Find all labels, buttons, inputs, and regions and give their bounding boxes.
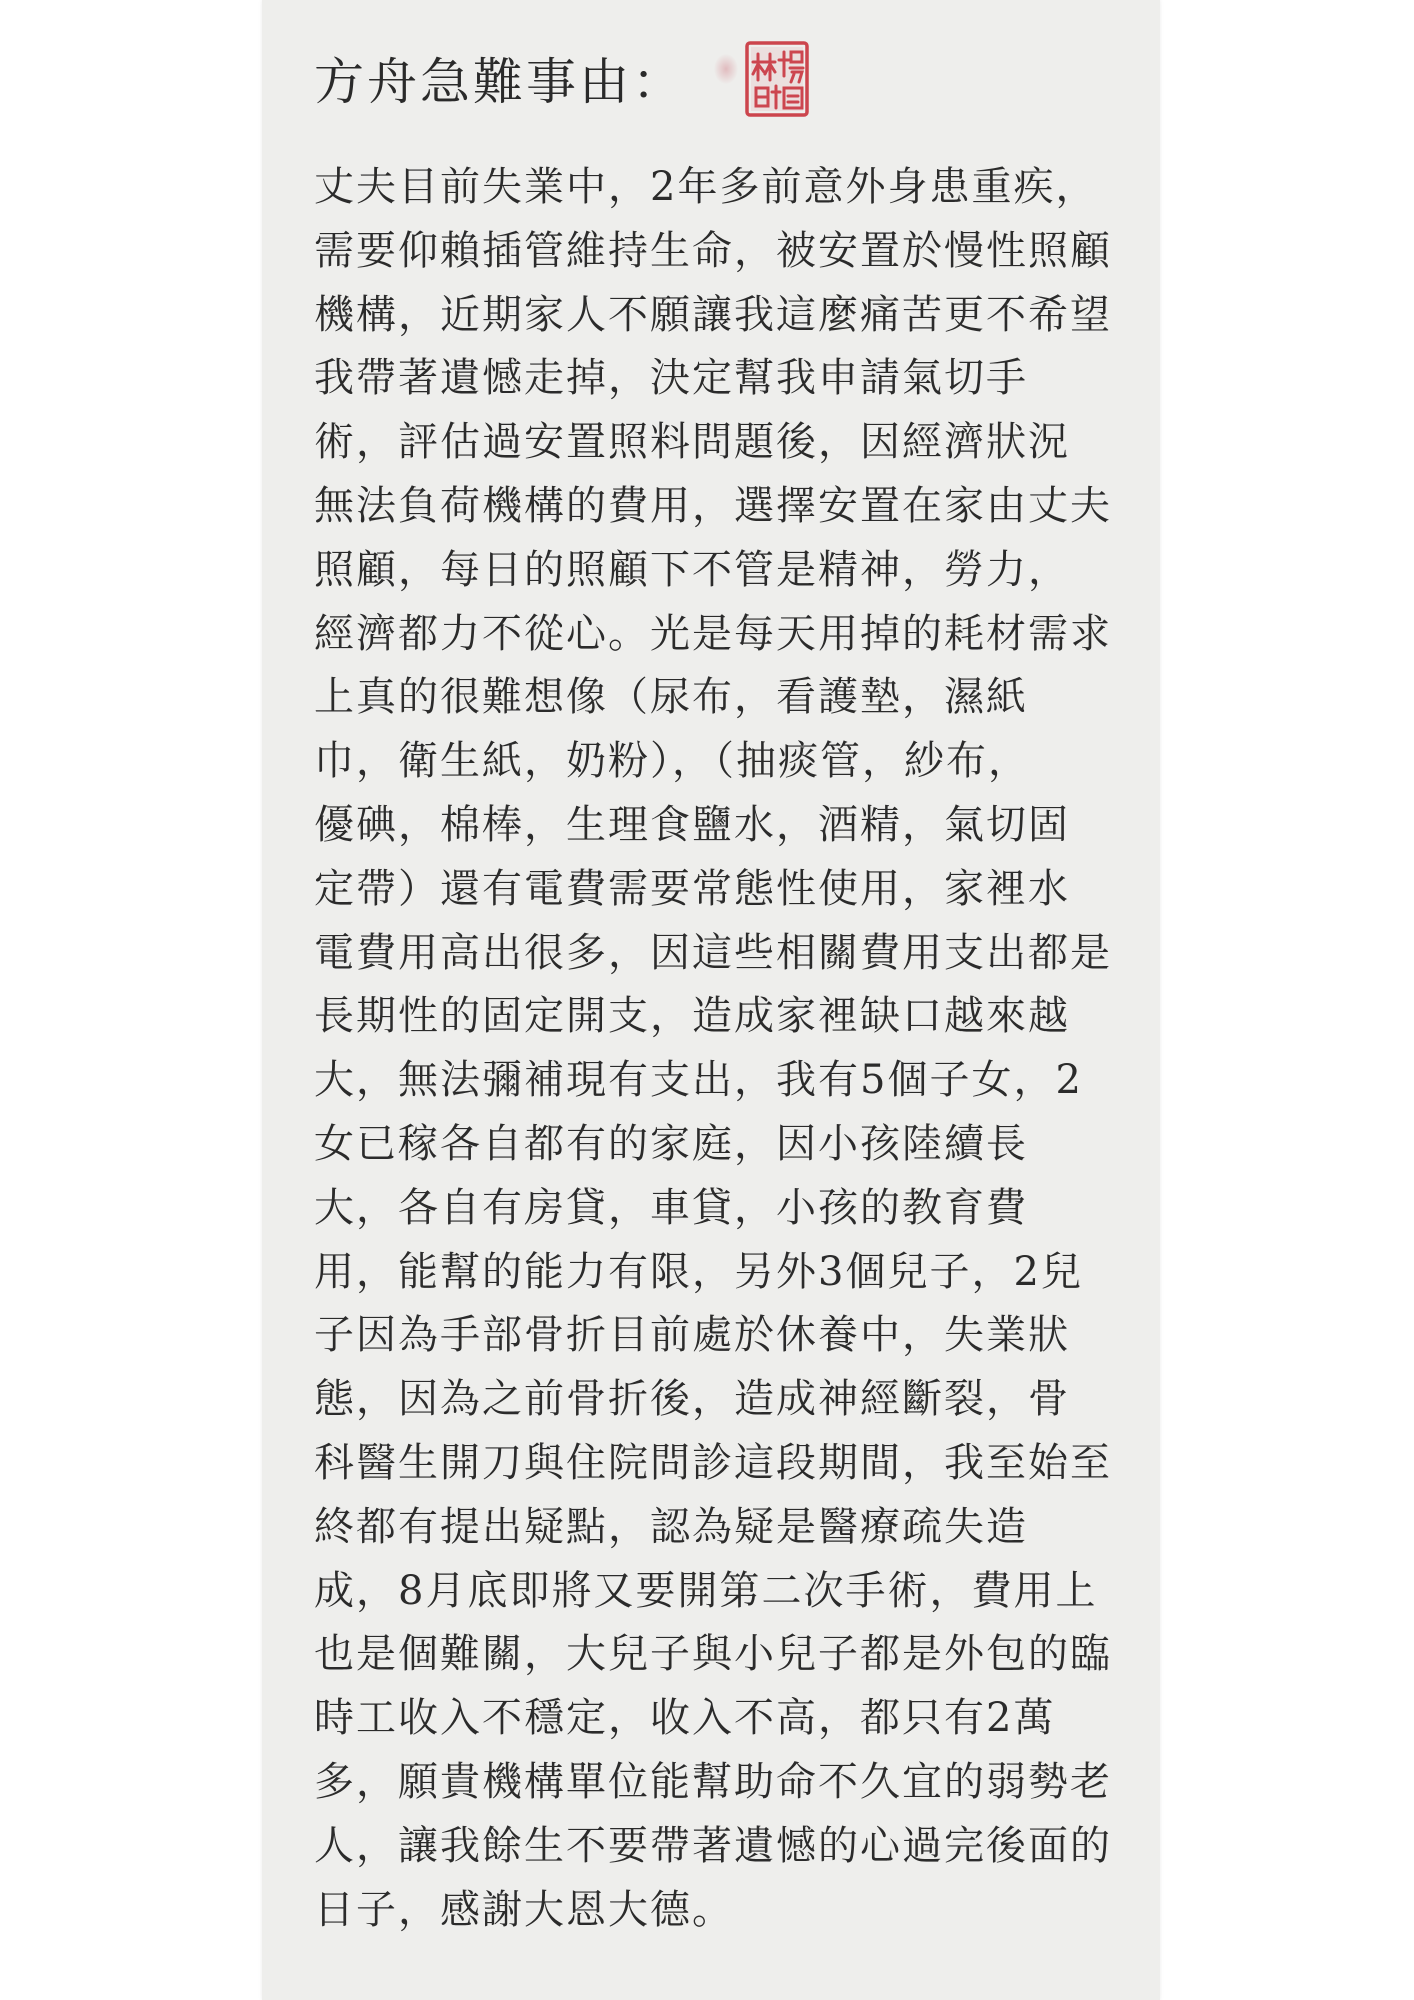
body-text: 丈夫目前失業中，2年多前意外身患重疾， 需要仰賴插管維持生命，被安置於慢性照顧 機構，近期家人不願讓我這麼痛苦更不希望 我帶著遺憾走掉，決定幫我申請氣切手 術，評估過安置照料問題後，因經濟狀況 無法負荷機構的費用，選擇安置在家由丈夫 照顧，每日的照顧下不管是精神，勞力， 經濟都力不從心。光是每天用掉的耗材需求 上真的很難想像（尿布，看護墊，濕紙 巾，衛生紙，奶粉），（抽痰管，紗布， 優碘，棉棒，生理食鹽水，酒精，氣切固 定帶）還有電費需要常態性使用，家裡水 電費用高出很多，因這些相關費用支出都是 長期性的固定開支，造成家裡缺口越來越 大，無法彌補現有支出，我有5個子女，2 女已稼各自都有的家庭，因小孩陸續長 大，各自有房貸，車貸，小孩的教育費 用，能幫的能力有限，另外3個兒子，2兒 子因為手部骨折目前處於休養中，失業狀 態，因為之前骨折後，造成神經斷裂，骨 科醫生開刀與住院問診這段期間，我至始至 終都有提出疑點，認為疑是醫療疏失造 成，8月底即將又要開第二次手術，費用上 也是個難關，大兒子與小兒子都是外包的臨 時工收入不穩定，收入不高，都只有2萬 多，願貴機構單位能幫助命不久宜的弱勢老 人，讓我餘生不要帶著遺憾的心過完後面的 日子，感謝大恩大德。 — [314, 164, 1112, 1933]
document-sheet — [262, 0, 1160, 2000]
blurred-name-mark — [714, 54, 738, 84]
page-title: 方舟急難事由： — [314, 53, 685, 111]
heading-row — [314, 38, 685, 118]
red-seal-stamp — [744, 40, 810, 118]
